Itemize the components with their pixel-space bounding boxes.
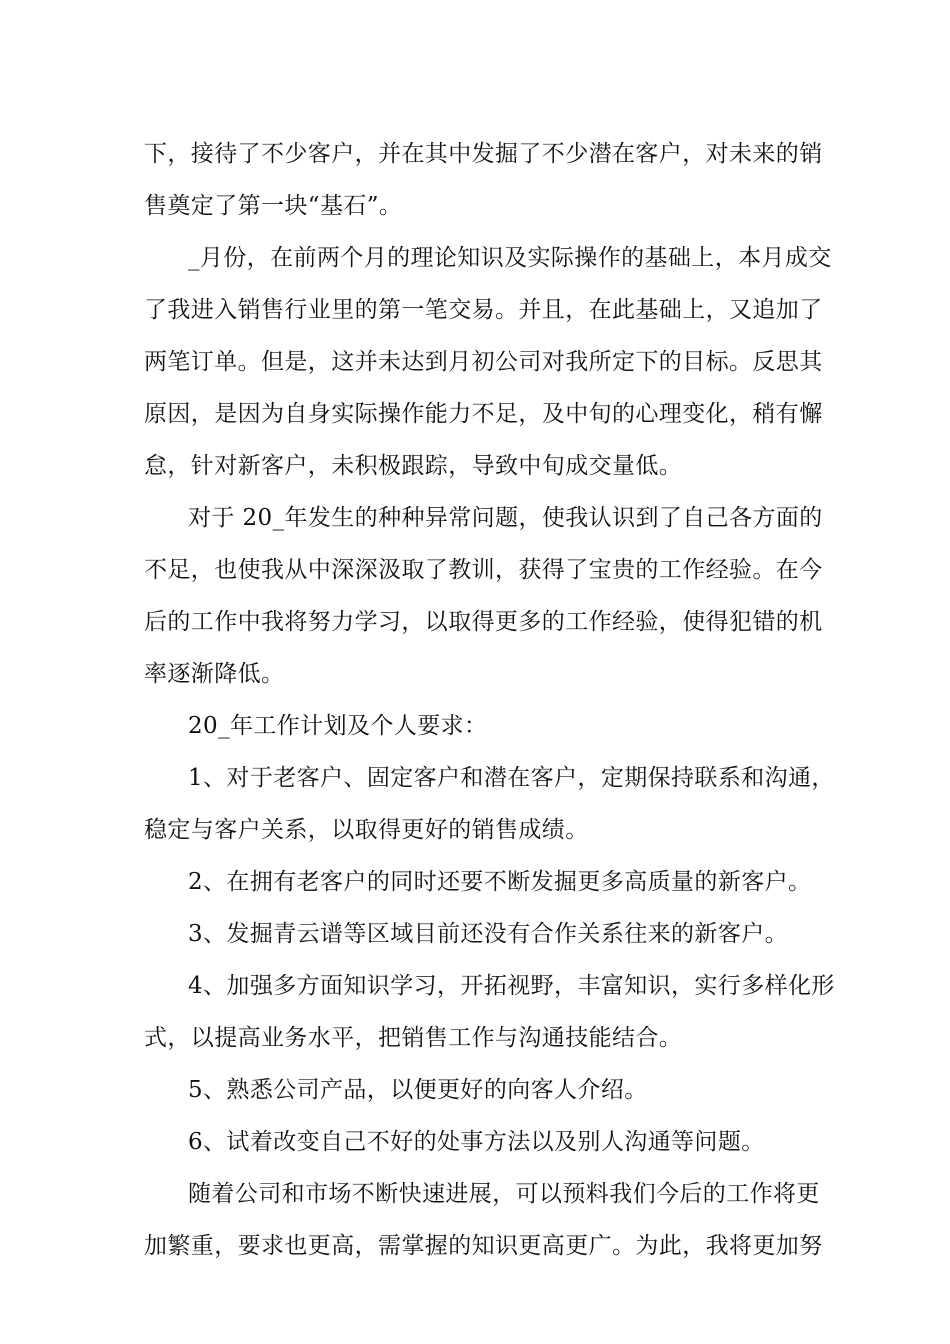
text-line: 售奠定了第一块“基石”。 <box>144 193 403 219</box>
text-line: 对于 20_年发生的种种异常问题，使我认识到了自己各方面的 <box>188 505 823 531</box>
text-line: 5、熟悉公司产品，以便更好的向客人介绍。 <box>188 1077 648 1103</box>
text-line: 后的工作中我将努力学习，以取得更多的工作经验，使得犯错的机 <box>144 609 823 635</box>
text-line: 下，接待了不少客户，并在其中发掘了不少潜在客户，对未来的销 <box>144 141 823 167</box>
text-line: 式，以提高业务水平，把销售工作与沟通技能结合。 <box>144 1025 683 1051</box>
text-line: 两笔订单。但是，这并未达到月初公司对我所定下的目标。反思其 <box>144 349 823 375</box>
text-line: 2、在拥有老客户的同时还要不断发掘更多高质量的新客户。 <box>188 869 812 895</box>
text-line: 随着公司和市场不断快速进展，可以预料我们今后的工作将更 <box>188 1181 820 1207</box>
text-line: 率逐渐降低。 <box>144 661 285 687</box>
text-line: 4、加强多方面知识学习，开拓视野，丰富知识，实行多样化形 <box>188 973 835 999</box>
text-line: 3、发掘青云谱等区域目前还没有合作关系往来的新客户。 <box>188 921 789 947</box>
text-line: _月份，在前两个月的理论知识及实际操作的基础上，本月成交 <box>188 245 832 271</box>
text-line: 加繁重，要求也更高，需掌握的知识更高更广。为此，我将更加努 <box>144 1233 823 1259</box>
text-line: 稳定与客户关系，以取得更好的销售成绩。 <box>144 817 589 843</box>
text-line: 不足，也使我从中深深汲取了教训，获得了宝贵的工作经验。在今 <box>144 557 823 583</box>
text-line: 1、对于老客户、固定客户和潜在客户，定期保持联系和沟通， <box>188 765 835 791</box>
text-line: 20_年工作计划及个人要求： <box>188 713 488 739</box>
text-line: 怠，针对新客户，未积极跟踪，导致中旬成交量低。 <box>144 453 683 479</box>
text-line: 了我进入销售行业里的第一笔交易。并且，在此基础上，又追加了 <box>144 297 823 323</box>
text-line: 原因，是因为自身实际操作能力不足，及中旬的心理变化，稍有懈 <box>144 401 823 427</box>
text-line: 6、试着改变自己不好的处事方法以及别人沟通等问题。 <box>188 1129 765 1155</box>
